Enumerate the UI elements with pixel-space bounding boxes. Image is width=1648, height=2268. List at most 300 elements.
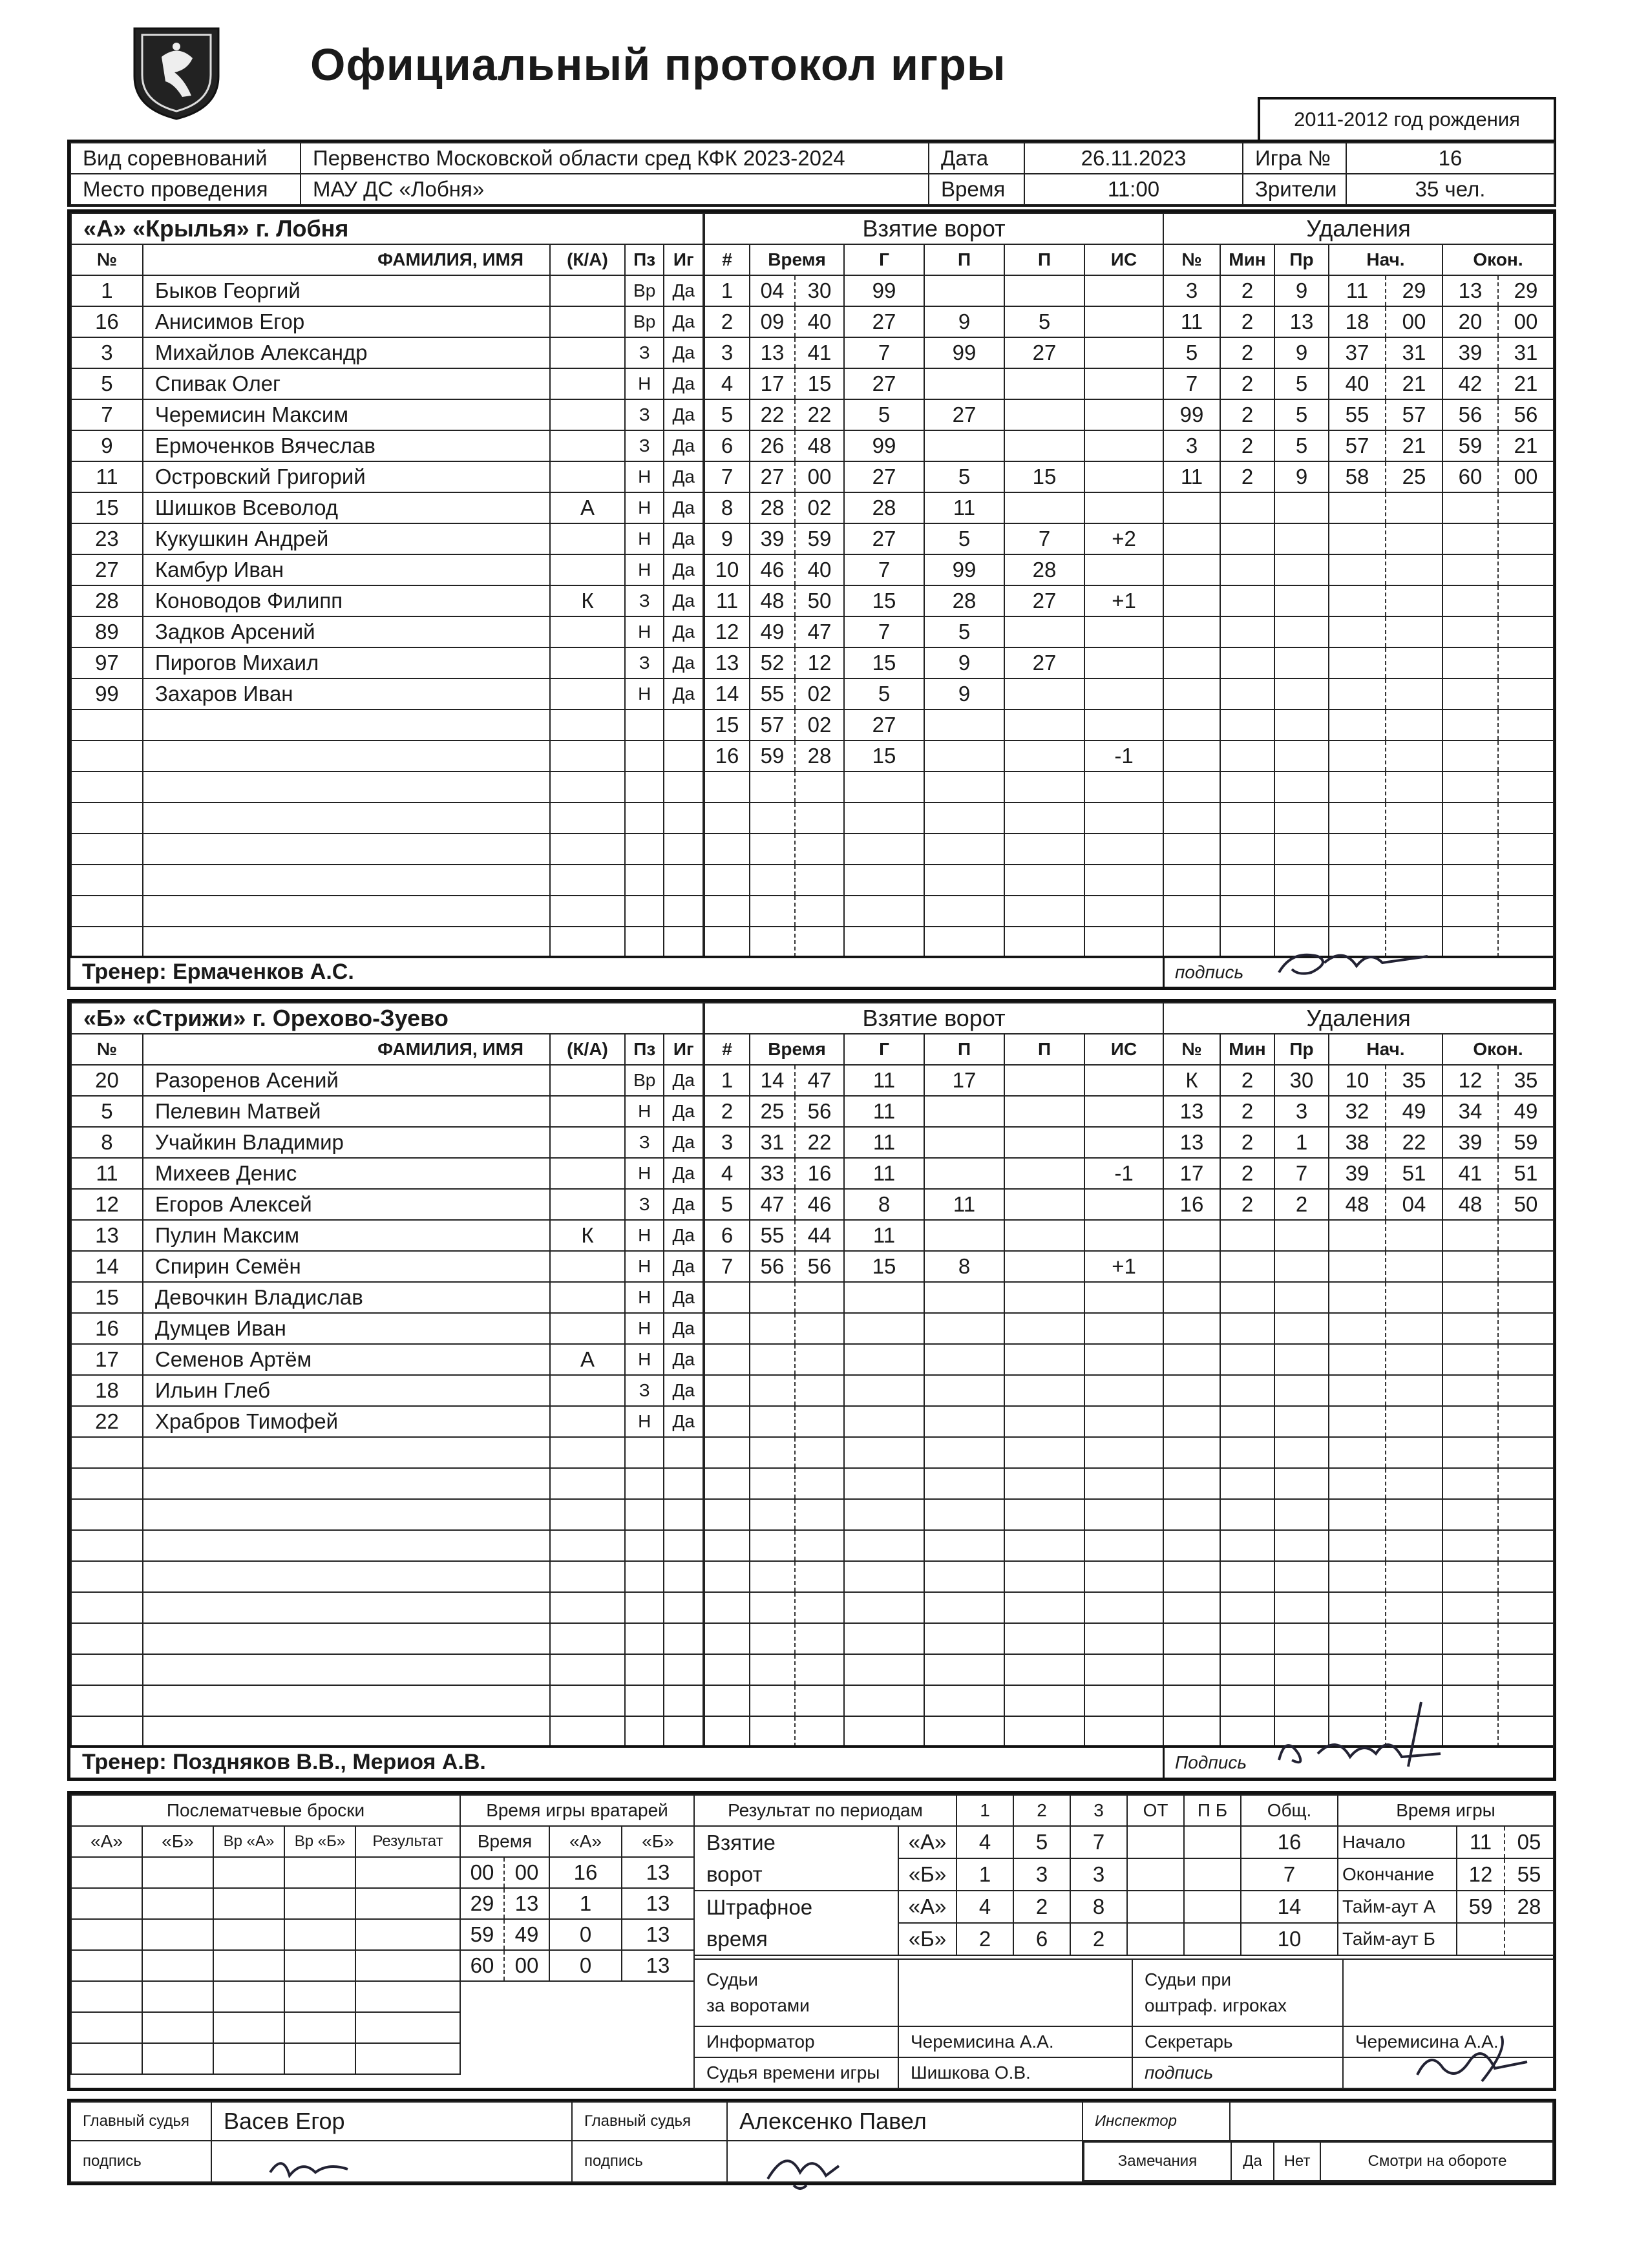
goal-situation [1084,1406,1163,1437]
goal-scorer: 7 [844,337,924,368]
game-value: 16 [1346,143,1554,174]
goal-row [704,1251,1163,1282]
gk-a-number: 1 [549,1888,622,1919]
player-name [143,1654,550,1685]
shootout-col-header: «Б» [142,1826,213,1857]
shootout-cell [213,1919,284,1950]
player-name: Быков Георгий [143,275,550,306]
goal-assist-2 [1004,616,1084,647]
goal-row [704,1189,1163,1220]
player-played [664,927,703,958]
goal-situation [1084,1344,1163,1375]
pen-minutes [1220,740,1274,772]
pen-start-sec [1386,647,1442,678]
pen-start-sec [1386,1654,1442,1685]
pen-minutes [1220,616,1274,647]
game-start-minute: 11 [1457,1826,1505,1858]
pen-player [1163,927,1220,958]
pen-reason [1274,647,1329,678]
goal-scorer: 15 [844,585,924,616]
shootout-cell [71,1919,142,1950]
period-value: 7 [1241,1858,1338,1891]
pen-reason [1274,772,1329,803]
pen-num-header: № [1163,244,1220,275]
goal-scorer [844,1406,924,1437]
goal-row [704,1437,1163,1468]
pen-end-sec [1498,1282,1554,1313]
pen-minutes [1220,1468,1274,1499]
goal-second: 15 [795,368,844,399]
shootout-cell [213,1857,284,1888]
pen-player: 11 [1163,461,1220,492]
pen-reason [1274,865,1329,896]
goal-second: 44 [795,1220,844,1251]
goal-scorer: 7 [844,554,924,585]
period-value [1184,1826,1241,1858]
player-played: Да [664,1158,703,1189]
goal-second [795,1561,844,1592]
pen-end-sec: 29 [1498,275,1554,306]
pen-start-sec [1386,678,1442,709]
period-team-tag: «А» [898,1826,956,1858]
pen-reason: 5 [1274,368,1329,399]
goal-assist-1: 11 [924,492,1004,523]
player-role [550,523,625,554]
pen-start-sec [1386,865,1442,896]
player-row [71,616,703,647]
goal-situation [1084,1685,1163,1716]
player-number [71,927,143,958]
player-position: Н [625,461,664,492]
gk-time-row [460,1950,694,1981]
pen-start-min [1329,1468,1386,1499]
goal-situation [1084,1530,1163,1561]
goal-minute [750,927,795,958]
goal-situation [1084,1096,1163,1127]
goal-number: 9 [704,523,750,554]
game-start-second: 05 [1505,1826,1554,1858]
pen-start-min [1329,616,1386,647]
player-name: Камбур Иван [143,554,550,585]
pen-player [1163,1313,1220,1344]
pen-minutes [1220,1499,1274,1530]
pen-player: 3 [1163,275,1220,306]
goal-minute: 22 [750,399,795,430]
goal-number: 6 [704,430,750,461]
pen-player [1163,1685,1220,1716]
goal-assist-2 [1004,1685,1084,1716]
shootout-cell [142,1888,213,1919]
goal-assist-1: 28 [924,585,1004,616]
goal-minute [750,1313,795,1344]
goal-assist-1: 17 [924,1065,1004,1096]
player-role [550,865,625,896]
game-start-row [1338,1826,1554,1858]
goal-second: 47 [795,1065,844,1096]
shootout-panel [70,1794,460,2088]
goal-row [704,1344,1163,1375]
team-a-section [67,209,1556,990]
pen-end-sec: 21 [1498,430,1554,461]
player-role [550,1468,625,1499]
player-position: Н [625,1096,664,1127]
pen-minutes: 2 [1220,337,1274,368]
player-position: Н [625,523,664,554]
goal-scorer: 27 [844,306,924,337]
goal-assist-2 [1004,1654,1084,1685]
goal-number: 3 [704,337,750,368]
pen-end-sec [1498,865,1554,896]
pen-reason [1274,834,1329,865]
goal-assist-1 [924,1375,1004,1406]
spectators-value: 35 чел. [1346,174,1554,205]
goal-row [704,1716,1163,1747]
player-name: Пирогов Михаил [143,647,550,678]
player-name [143,834,550,865]
goal-situation [1084,399,1163,430]
goal-situation [1084,1592,1163,1623]
goal-situation [1084,1313,1163,1344]
player-name [143,709,550,740]
pen-start-sec [1386,1468,1442,1499]
period-row-label: время [694,1923,898,1955]
player-row [71,1096,703,1127]
goal-situation [1084,616,1163,647]
pen-end-sec [1498,585,1554,616]
pen-start-sec: 49 [1386,1096,1442,1127]
pen-player [1163,1220,1220,1251]
date-value: 26.11.2023 [1024,143,1243,174]
pen-end-min [1442,1530,1498,1561]
player-played: Да [664,1344,703,1375]
pen-start-min [1329,678,1386,709]
goal-number: 10 [704,554,750,585]
goal-second: 02 [795,709,844,740]
gk-time-title: Время игры вратарей [460,1795,694,1826]
game-end-second: 55 [1505,1858,1554,1891]
player-position: Н [625,1158,664,1189]
player-row [71,1127,703,1158]
goal-row [704,678,1163,709]
player-role [550,647,625,678]
goal-minute [750,1623,795,1654]
player-name [143,1499,550,1530]
goal-second [795,1716,844,1747]
goal-minute: 59 [750,740,795,772]
goal-scorer: 15 [844,740,924,772]
pen-end-sec [1498,834,1554,865]
player-role [550,1251,625,1282]
goal-assist-1 [924,1344,1004,1375]
goal-row [704,554,1163,585]
player-played [664,1437,703,1468]
goal-row [704,1623,1163,1654]
pen-minutes [1220,1251,1274,1282]
period-col-header: 1 [956,1795,1013,1826]
pen-end-sec [1498,1561,1554,1592]
goal-row [704,1127,1163,1158]
player-number [71,1592,143,1623]
player-number [71,896,143,927]
pen-min-header: Мин [1220,1034,1274,1065]
goal-row [704,1313,1163,1344]
penalty-judges-label: Судьи при оштраф. игроках [1132,1959,1343,2026]
gk-time-row [460,1888,694,1919]
goal-row [704,1220,1163,1251]
player-position: З [625,337,664,368]
pen-start-min [1329,740,1386,772]
pen-player: 5 [1163,337,1220,368]
assist-2-header: П [1004,244,1084,275]
shootout-cell [213,1950,284,1981]
player-played [664,772,703,803]
player-number: 8 [71,1127,143,1158]
player-played: Да [664,1220,703,1251]
player-name [143,865,550,896]
goal-scorer [844,803,924,834]
goal-assist-2 [1004,1561,1084,1592]
player-position [625,1623,664,1654]
goal-number: 2 [704,306,750,337]
goal-minute [750,896,795,927]
player-played: Да [664,1251,703,1282]
player-role [550,1127,625,1158]
col-ig-header: Иг [664,1034,703,1065]
penalty-row [1163,1530,1554,1561]
goal-scorer [844,1499,924,1530]
goal-number: 8 [704,492,750,523]
goal-assist-2 [1004,1158,1084,1189]
shootout-cell [71,2012,142,2043]
player-row [71,896,703,927]
pen-end-min [1442,1375,1498,1406]
player-role [550,275,625,306]
goal-second: 22 [795,1127,844,1158]
goal-row [704,1282,1163,1313]
goal-minute [750,1561,795,1592]
player-row [71,1158,703,1189]
pen-end-sec [1498,647,1554,678]
penalty-row [1163,430,1554,461]
goal-situation [1084,647,1163,678]
penalty-row [1163,865,1554,896]
penalty-row [1163,1282,1554,1313]
goal-second [795,1592,844,1623]
goal-number: 13 [704,647,750,678]
remarks-yes[interactable]: Да [1231,2142,1274,2181]
goal-situation [1084,275,1163,306]
goal-assist-1 [924,1592,1004,1623]
player-played [664,803,703,834]
goal-row [704,647,1163,678]
pen-end-min [1442,678,1498,709]
goal-assist-2 [1004,740,1084,772]
goal-scorer [844,1344,924,1375]
pen-start-sec [1386,772,1442,803]
pen-start-sec: 00 [1386,306,1442,337]
pen-start-min: 32 [1329,1096,1386,1127]
shootout-cell [142,2043,213,2074]
goal-scorer [844,1437,924,1468]
goal-assist-2 [1004,1530,1084,1561]
pen-reason [1274,1623,1329,1654]
period-col-header: 2 [1013,1795,1070,1826]
goal-judges-value [898,1959,1132,2026]
player-role [550,740,625,772]
player-position [625,896,664,927]
goal-minute [750,1530,795,1561]
pen-end-sec [1498,1437,1554,1468]
pen-player [1163,740,1220,772]
pen-end-min: 60 [1442,461,1498,492]
goal-assist-2: 7 [1004,523,1084,554]
timeout-a-row [1338,1891,1554,1923]
player-row [71,803,703,834]
shootout-col-header: Результат [355,1826,460,1857]
goal-situation [1084,896,1163,927]
goal-assist-1 [924,368,1004,399]
player-name: Кукушкин Андрей [143,523,550,554]
remarks-no[interactable]: Нет [1274,2142,1320,2181]
pen-end-sec: 51 [1498,1158,1554,1189]
pen-start-sec [1386,1375,1442,1406]
pen-start-header: Нач. [1329,1034,1442,1065]
player-number [71,1499,143,1530]
goal-scorer: 99 [844,430,924,461]
player-number [71,865,143,896]
player-name: Девочкин Владислав [143,1282,550,1313]
pen-end-min [1442,834,1498,865]
shootout-cell [71,1857,142,1888]
pen-player [1163,1375,1220,1406]
pen-start-header: Нач. [1329,244,1442,275]
player-name: Думцев Иван [143,1313,550,1344]
player-position [625,865,664,896]
period-col-header: П Б [1184,1795,1241,1826]
player-position [625,772,664,803]
goal-scorer: 7 [844,616,924,647]
player-row [71,585,703,616]
competition-label: Вид соревнований [70,143,301,174]
player-position: Н [625,368,664,399]
pen-end-min [1442,1623,1498,1654]
period-value [1184,1858,1241,1891]
penalty-row [1163,709,1554,740]
goal-row [704,1499,1163,1530]
player-number: 15 [71,1282,143,1313]
goal-situation [1084,430,1163,461]
gk-b-number: 13 [622,1950,694,1981]
pen-end-sec [1498,1716,1554,1747]
player-role [550,1282,625,1313]
pen-minutes: 2 [1220,1065,1274,1096]
shootout-cell [71,2043,142,2074]
time-label: Время [929,174,1024,205]
pen-minutes [1220,492,1274,523]
goal-assist-1 [924,1530,1004,1561]
player-role [550,803,625,834]
player-name [143,1530,550,1561]
pen-reason [1274,585,1329,616]
goal-minute [750,1406,795,1437]
goal-minute: 55 [750,678,795,709]
player-number [71,740,143,772]
player-number: 9 [71,430,143,461]
pen-minutes: 2 [1220,1096,1274,1127]
pen-reason [1274,1530,1329,1561]
period-value: 4 [956,1891,1013,1923]
shootout-cell [355,1888,460,1919]
referee-2-signature [755,2140,845,2192]
pen-reason: 13 [1274,306,1329,337]
pen-start-min [1329,865,1386,896]
goal-number: 14 [704,678,750,709]
pen-reason [1274,1220,1329,1251]
goal-situation [1084,1220,1163,1251]
goal-minute [750,803,795,834]
pen-start-sec: 35 [1386,1065,1442,1096]
goal-assist-1 [924,927,1004,958]
goal-second: 59 [795,523,844,554]
pen-end-min [1442,1499,1498,1530]
shootout-cell [284,1919,355,1950]
gk-minute: 29 [460,1888,504,1919]
goal-second: 48 [795,430,844,461]
player-played [664,1530,703,1561]
goal-number [704,896,750,927]
player-number: 97 [71,647,143,678]
goal-situation [1084,337,1163,368]
player-position: Н [625,554,664,585]
goal-scorer: 11 [844,1158,924,1189]
player-role [550,1685,625,1716]
penalty-row [1163,616,1554,647]
pen-end-min [1442,772,1498,803]
penalty-row [1163,647,1554,678]
player-played: Да [664,585,703,616]
goal-assist-1 [924,740,1004,772]
goal-minute [750,1468,795,1499]
goal-number: 7 [704,461,750,492]
pen-start-sec [1386,1313,1442,1344]
player-role [550,337,625,368]
goal-assist-1 [924,834,1004,865]
goal-number [704,1592,750,1623]
goal-number [704,1282,750,1313]
goal-second: 40 [795,306,844,337]
goal-second: 56 [795,1096,844,1127]
player-played: Да [664,647,703,678]
pen-end-min [1442,1654,1498,1685]
player-row [71,1623,703,1654]
col-pz-header: Пз [625,1034,664,1065]
goal-scorer: 5 [844,678,924,709]
player-role [550,554,625,585]
pen-end-sec [1498,1654,1554,1685]
goal-row [704,368,1163,399]
pen-start-sec [1386,1530,1442,1561]
pen-minutes: 2 [1220,461,1274,492]
pen-reason: 30 [1274,1065,1329,1096]
shootout-cell [355,1857,460,1888]
pen-start-min [1329,1561,1386,1592]
pen-minutes [1220,1530,1274,1561]
team-a-coach: Тренер: Ермаченков А.С. [82,960,354,984]
goal-scorer: 11 [844,1220,924,1251]
shootout-row [71,1981,460,2012]
penalty-row [1163,1127,1554,1158]
goal-time-header: Время [750,1034,844,1065]
